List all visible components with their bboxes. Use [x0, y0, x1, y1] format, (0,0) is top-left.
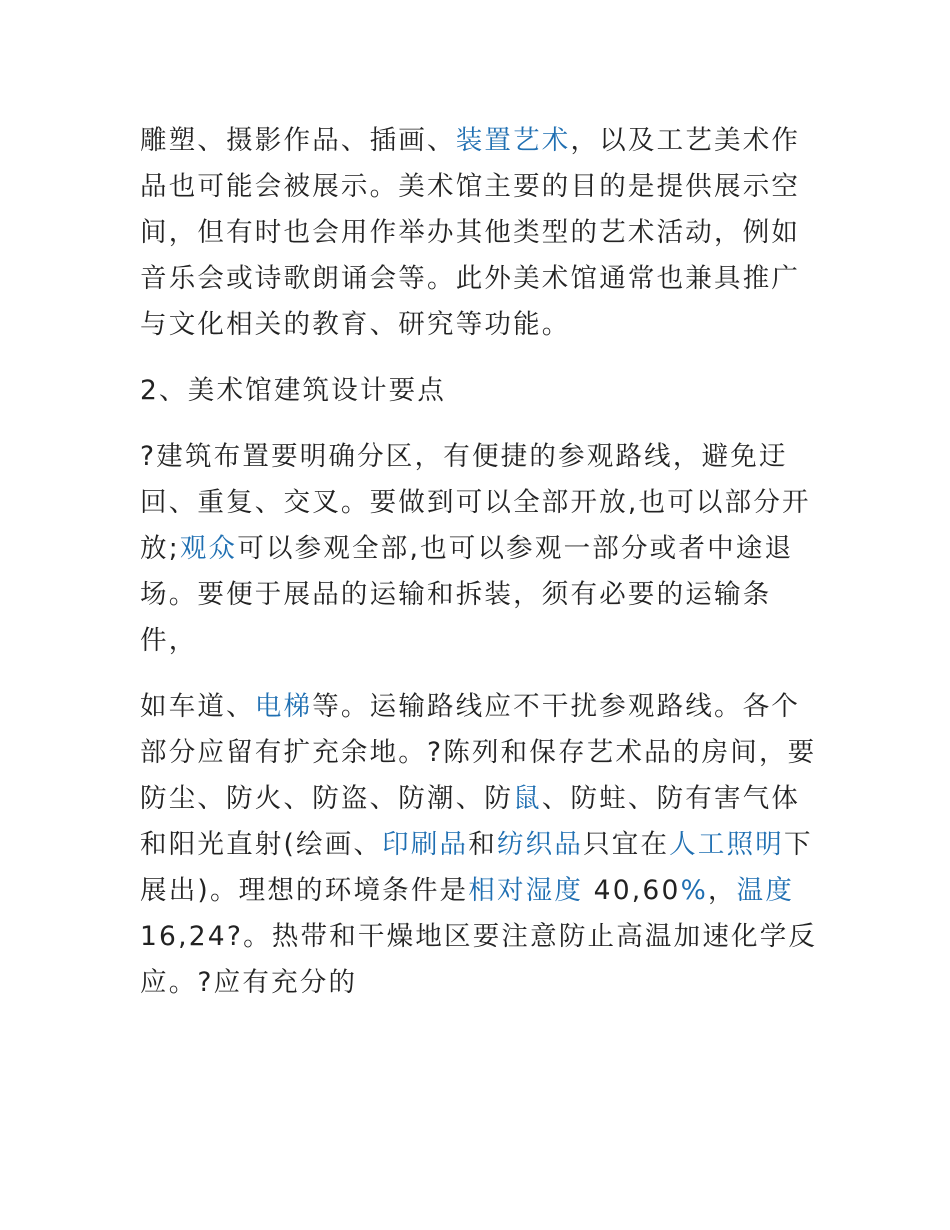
link-textiles[interactable]: 纺织品: [496, 829, 584, 860]
text-run: ，以及工艺美术作品也可能会被展示。美术馆主要的目的是提供展示空间，但有时也会用作举办其他类型的艺术活动，例如音乐会或诗歌朗诵会等。此外美术馆通常也兼具推广与文化相关的教育、研究等功能。: [140, 125, 801, 340]
text-run: ，: [707, 875, 737, 906]
document-page: [140, 118, 820, 1026]
paragraph-layout-routes: [140, 434, 820, 664]
text-run: ?建筑布置要明确分区，有便捷的参观路线，避免迂回、重复、交叉。要做到可以全部开放,也可以部分开放;: [140, 441, 811, 564]
text-run: 雕塑、摄影作品、插画、: [140, 125, 456, 156]
text-run: 等。运输路线应不干扰参观路线。各个部分应留有扩充余地。?陈列和保存艺术品的房间，要防尘、防火、防盗、防潮、防: [140, 691, 817, 814]
link-percent[interactable]: %: [680, 875, 708, 906]
link-printed-matter[interactable]: 印刷品: [382, 829, 469, 860]
link-temperature[interactable]: 温度: [736, 875, 795, 906]
link-rat[interactable]: 鼠: [513, 783, 542, 814]
heading-design-points: [140, 368, 820, 414]
text-run: 和: [468, 829, 497, 860]
link-artificial-lighting[interactable]: 人工照明: [669, 829, 784, 860]
link-elevator[interactable]: 电梯: [254, 691, 313, 722]
text-run: 如车道、: [140, 691, 255, 722]
text-run: 只宜在: [583, 829, 670, 860]
text-run: 40,60: [583, 875, 681, 906]
paragraph-museum-functions: [140, 118, 820, 348]
text-run: 下展出)。理想的环境条件是: [140, 829, 813, 906]
link-audience[interactable]: 观众: [179, 533, 238, 564]
link-relative-humidity[interactable]: 相对湿度: [468, 875, 584, 906]
paragraph-transport-storage: [140, 684, 820, 1006]
text-run: 、防蛀、防有害气体和阳光直射(绘画、: [140, 783, 801, 860]
link-installation-art[interactable]: 装置艺术: [455, 125, 571, 156]
text-run: 可以参观全部,也可以参观一部分或者中途退场。要便于展品的运输和拆装，须有必要的运输条件，: [140, 533, 794, 656]
text-run: 2、美术馆建筑设计要点: [140, 375, 447, 406]
text-run: 16,24?。热带和干燥地区要注意防止高温加速化学反应。?应有充分的: [140, 875, 818, 998]
